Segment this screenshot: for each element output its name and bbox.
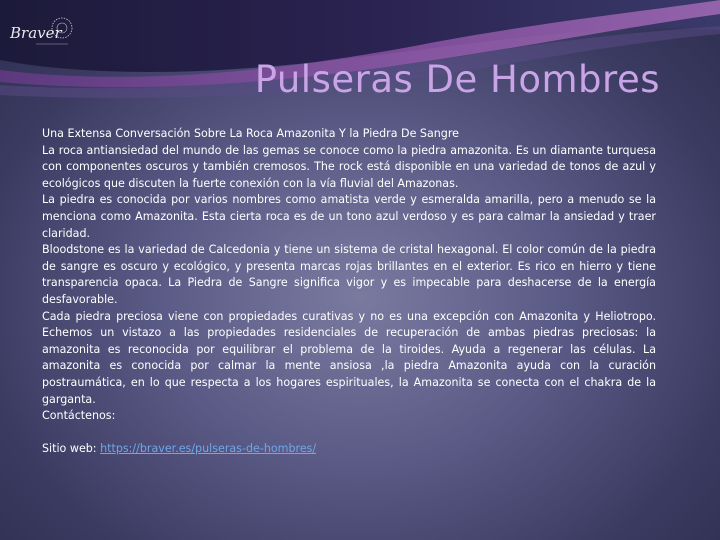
spacer: [42, 425, 656, 441]
braver-logo: [6, 14, 76, 50]
website-link[interactable]: https://braver.es/pulseras-de-hombres/: [100, 441, 317, 455]
page-title: Pulseras De Hombres: [254, 58, 660, 101]
svg-text:Braver: Braver: [10, 24, 62, 42]
slide-body: [42, 126, 656, 457]
body-paragraph: La roca antiansiedad del mundo de las gemas se conoce como la piedra amazonita. Es un diamante turquesa con componentes oscuros y también cremosos. The rock está disponible en una variedad de tonos de azul y ecológicos que discuten la fuerte conexión con la vía fluvial del Amazonas.: [42, 143, 656, 190]
contact-heading: Contáctenos:: [42, 409, 116, 423]
body-paragraph: Cada piedra preciosa viene con propiedades curativas y no es una excepción con Amazonita y Heliotropo. Echemos un vistazo a las propiedades residenciales de recuperación de ambas piedras preciosas: la amazonita es reconocida por equilibrar el problema de la tiroides. Ayuda a regenerar las células. La amazonita es conocida por calmar la mente ansiosa ,la piedra Amazonita ayuda con la curación postraumática, en lo que respecta a los hogares espirituales, la Amazonita se conecta con el chakra de la garganta.: [42, 309, 656, 406]
subtitle-paragraph: Una Extensa Conversación Sobre La Roca Amazonita Y la Piedra De Sangre: [42, 127, 459, 140]
website-line: [42, 441, 656, 458]
website-label: Sitio web:: [42, 441, 97, 455]
body-paragraph: La piedra es conocida por varios nombres como amatista verde y esmeralda amarilla, pero a menudo se la menciona como Amazonita. Esta cierta roca es de un tono azul verdoso y es para calmar la ansiedad y traer claridad.: [42, 193, 656, 240]
body-paragraph: Bloodstone es la variedad de Calcedonia y tiene un sistema de cristal hexagonal. El color común de la piedra de sangre es oscuro y ecológico, y presenta marcas rojas brillantes en el exterior. Es rico en hierro y tiene transparencia opaca. La Piedra de Sangre significa vigor y es impecable para deshacerse de la energía desfavorable.: [42, 243, 656, 306]
